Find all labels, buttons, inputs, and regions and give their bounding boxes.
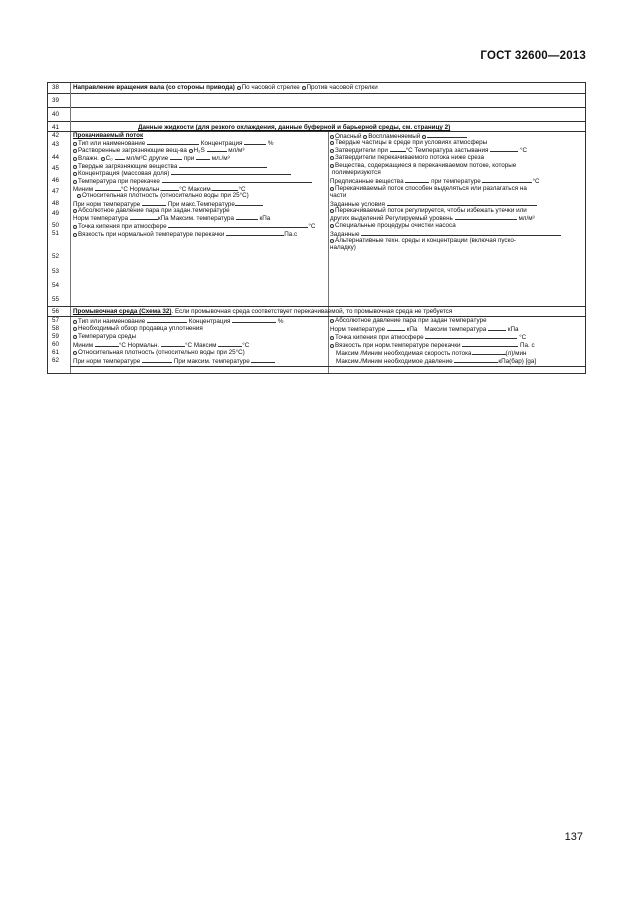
- other-emissions-label: других выделений: [330, 215, 384, 222]
- checkbox-solids[interactable]: [330, 141, 334, 145]
- prescribed-substances-label: Предписанные вещества: [330, 178, 404, 185]
- other-gases-unit: мл./м³: [211, 155, 230, 162]
- standard-header: ГОСТ 32600—2013: [480, 50, 586, 62]
- flush-normal-temp-field[interactable]: [161, 342, 185, 347]
- at-normal-temp-label: При норм температуре: [73, 201, 141, 208]
- max-temperature-label: Максим. температура: [170, 215, 234, 222]
- flush-at-max-label: При максим. температуре: [173, 358, 250, 365]
- checkbox-polymerize[interactable]: [330, 164, 334, 168]
- kpa-unit: кПа: [259, 215, 271, 222]
- kpa-unit: кПа: [406, 326, 418, 333]
- flush-viscosity-label: Вязкость при норм.температуре перекачки: [335, 342, 461, 349]
- checkbox-alternative[interactable]: [330, 239, 334, 243]
- pour-point-field[interactable]: [490, 147, 518, 152]
- normal-label: Нормальн.: [129, 186, 162, 193]
- celsius-unit: °C: [185, 342, 193, 349]
- at-temperature-label: при температуре: [431, 178, 481, 185]
- row-number: 45: [52, 165, 60, 172]
- co-field[interactable]: [115, 155, 125, 160]
- density-normal-field[interactable]: [142, 201, 166, 206]
- row-number: 58: [52, 325, 60, 332]
- flush-type-label: Тип или наименование: [78, 318, 146, 325]
- checkbox-flush-density[interactable]: [73, 351, 77, 355]
- decompose-label-cont: части: [330, 192, 347, 199]
- row-number: 51: [52, 230, 60, 237]
- co-unit: мл/м³: [126, 155, 143, 162]
- rotation-label: Направление вращения вала (со стороны привода): [73, 84, 235, 91]
- row-number: 48: [52, 200, 60, 207]
- radio-other[interactable]: [422, 135, 426, 139]
- flush-boiling-field[interactable]: [425, 334, 517, 339]
- pour-point-label: Температура застывания: [414, 147, 489, 154]
- row-number: 43: [52, 141, 60, 148]
- checkbox-dissolved[interactable]: [73, 149, 77, 153]
- celsius-unit: °C: [238, 186, 246, 193]
- viscosity-field[interactable]: [226, 231, 284, 236]
- row-number: 42: [52, 132, 60, 139]
- celsius-unit: °C: [242, 342, 250, 349]
- row-number: 55: [52, 296, 60, 303]
- flush-at-normal-label: При норм температуре: [73, 358, 141, 365]
- vendor-review-label: Необходимый обзор продавца уплотнения: [78, 325, 203, 332]
- min-label: Миним: [73, 342, 94, 349]
- flush-density-normal-field[interactable]: [142, 358, 172, 363]
- row-number: 46: [52, 177, 60, 184]
- relative-density-label: Относительная плотность (относительно воды при 25°C): [82, 192, 249, 199]
- vapor-max-field[interactable]: [236, 215, 258, 220]
- row-number: 61: [52, 349, 60, 356]
- specified-label: Заданные: [330, 231, 360, 238]
- row-number: 41: [52, 124, 60, 131]
- celsius-unit: °C: [519, 334, 527, 341]
- solids-label: Твердые частицы в среде при условиях атмосферы: [335, 139, 488, 146]
- regulated-label: Перекачиваемый поток регулируется, чтобы избежать утечки или: [335, 207, 527, 214]
- min-temp-field[interactable]: [95, 186, 121, 191]
- specified-conditions-label: Заданные условия: [330, 201, 385, 208]
- at-label: при: [183, 155, 195, 162]
- flush-vapor-label: Абсолютное давление пара при задан температуре: [335, 317, 487, 324]
- page-number: 137: [564, 831, 583, 843]
- hardeners-field[interactable]: [390, 147, 406, 152]
- checkbox-vendor-review[interactable]: [73, 327, 77, 331]
- percent-unit: %: [277, 318, 284, 325]
- other-gases-field[interactable]: [170, 155, 182, 160]
- checkbox-type[interactable]: [73, 142, 77, 146]
- checkbox-vapor-pressure[interactable]: [73, 209, 77, 213]
- other-gases-label: C другие: [142, 155, 169, 162]
- moisture-label: Влажн.: [78, 155, 99, 162]
- pumped-flow-heading: Прокачиваемый поток: [73, 132, 144, 139]
- row-number: 59: [52, 333, 60, 340]
- polymerize-label: Вещества, содержащиеся в перекачиваемом потоке, которые: [335, 162, 517, 169]
- row-number: 56: [52, 308, 60, 315]
- flow-rate-field[interactable]: [472, 350, 506, 355]
- row-number: 39: [52, 97, 60, 104]
- celsius-unit: °C: [179, 186, 187, 193]
- max-label: Максим: [193, 342, 217, 349]
- radio-hazardous[interactable]: [330, 135, 334, 139]
- percent-unit: %: [267, 140, 274, 147]
- mass-concentration-field[interactable]: [171, 170, 291, 175]
- row-number: 54: [52, 282, 60, 289]
- flush-vapor-normal-field[interactable]: [387, 326, 405, 331]
- checkbox-boiling-point[interactable]: [73, 225, 77, 229]
- row-number: 57: [52, 317, 60, 324]
- polymerize-label-cont: полимеризуются: [332, 169, 381, 176]
- row-number: 50: [52, 222, 60, 229]
- flush-max-temp-field[interactable]: [218, 342, 242, 347]
- checkbox-mass-concentration[interactable]: [73, 172, 77, 176]
- vapor-normal-field[interactable]: [130, 215, 158, 220]
- at-field[interactable]: [196, 155, 210, 160]
- radio-flammable[interactable]: [363, 135, 367, 139]
- row-number: 47: [52, 188, 60, 195]
- medium-temp-label: Температура среды: [78, 333, 137, 340]
- h2s-unit: мл/м³: [228, 147, 245, 154]
- ml-m3-unit: мл/м³: [518, 215, 535, 222]
- row-number: 44: [52, 154, 60, 161]
- checkbox-flush-vapor[interactable]: [330, 319, 334, 323]
- pressure-field[interactable]: [454, 358, 498, 363]
- celsius-unit: °C: [118, 342, 126, 349]
- flush-medium-note: . Если промывочная среда соответствует перекачиваемой, то промывочная среда не требуется: [171, 308, 453, 315]
- normal-label: Нормальн.: [127, 342, 160, 349]
- flush-density-label: Относительная плотность (относительно воды при 25°C): [78, 349, 245, 356]
- normal-temperature-label: Норм температура: [73, 215, 129, 222]
- dissolved-label: Растворенные загрязняющие вещ-ва: [78, 147, 187, 154]
- flow-rate-unit: (л)/мин: [505, 350, 527, 357]
- cleaning-procedures-label: Специальные процедуры очистки насоса: [335, 222, 456, 229]
- celsius-unit: °C: [120, 186, 128, 193]
- checkbox-flush-boiling[interactable]: [330, 336, 334, 340]
- co-label: C₀: [105, 155, 113, 162]
- pressure-unit: кПа(бар) [ga]: [498, 358, 537, 365]
- at-temperature-field[interactable]: [482, 178, 532, 183]
- boiling-point-label: Точка кипения при атмосфере: [78, 223, 167, 230]
- h2s-field[interactable]: [207, 147, 227, 152]
- celsius-unit: °C: [532, 178, 540, 185]
- prescribed-substances-field[interactable]: [405, 178, 429, 183]
- flush-viscosity-field[interactable]: [462, 342, 518, 347]
- pas-unit: Па.с: [284, 231, 298, 238]
- checkbox-cleaning[interactable]: [330, 224, 334, 228]
- checkbox-medium-temp[interactable]: [73, 335, 77, 339]
- checkbox-pumping-temp[interactable]: [73, 180, 77, 184]
- flush-normal-temp-label: Норм температуре: [330, 326, 386, 333]
- min-label: Миним: [73, 186, 94, 193]
- checkbox-hardeners[interactable]: [330, 149, 334, 153]
- row-number: 62: [52, 357, 60, 364]
- solid-contaminants-field[interactable]: [179, 163, 267, 168]
- flush-min-temp-field[interactable]: [95, 342, 119, 347]
- alternative-media-label: Альтернативные техн. среды и концентрации (включая пуско-: [335, 237, 516, 244]
- checkbox-co[interactable]: [101, 157, 105, 161]
- type-name-field[interactable]: [147, 140, 199, 145]
- checkbox-solid-contaminants[interactable]: [73, 165, 77, 169]
- max-temp-field[interactable]: [212, 186, 238, 191]
- flush-vapor-max-field[interactable]: [488, 326, 506, 331]
- density-max-field[interactable]: [235, 201, 263, 206]
- concentration-field[interactable]: [244, 140, 266, 145]
- kpa-unit: кПа: [157, 215, 169, 222]
- row-number: 60: [52, 341, 60, 348]
- solid-contaminants-label: Твердые загрязняющие вещества: [78, 163, 178, 170]
- kpa-unit: кПа: [507, 326, 519, 333]
- checkbox-flush-viscosity[interactable]: [330, 344, 334, 348]
- at-max-temp-label: При макс.Температуре: [167, 201, 235, 208]
- regulated-level-label: Регулируемый уровень: [385, 215, 453, 222]
- checkbox-flush-type[interactable]: [73, 320, 77, 324]
- checkbox-regulated[interactable]: [330, 209, 334, 213]
- row-number: 38: [52, 84, 60, 91]
- checkbox-viscosity[interactable]: [73, 233, 77, 237]
- h2s-label: H₂S: [193, 147, 205, 154]
- celsius-unit: °C: [519, 147, 528, 154]
- fluid-data-section-title: Данные жидкости (для резкого охлаждения, данные буферной и барьерной среды, см. страницу 2): [138, 124, 451, 131]
- type-name-label: Тип или наименование: [78, 140, 146, 147]
- flush-boiling-label: Точка кипения при атмосфере: [335, 334, 424, 341]
- flush-max-temp-label: Максим температура: [424, 326, 487, 333]
- celsius-unit: °C: [405, 147, 413, 154]
- data-sheet-form: [47, 82, 586, 374]
- flush-type-field[interactable]: [147, 318, 187, 323]
- checkbox-decompose[interactable]: [330, 187, 334, 191]
- mass-concentration-label: Концентрация (массовая доля): [78, 170, 170, 177]
- row-number: 53: [52, 268, 60, 275]
- flush-concentration-label: Концентрация: [188, 318, 231, 325]
- checkbox-moisture[interactable]: [73, 157, 77, 161]
- normal-temp-field[interactable]: [161, 186, 179, 191]
- flush-medium-heading: Промывочная среда (Схема 32): [73, 308, 172, 315]
- celsius-unit: °C: [308, 223, 316, 230]
- flush-concentration-field[interactable]: [232, 318, 276, 323]
- specified-field[interactable]: [361, 231, 561, 236]
- concentration-label: Концентрация: [200, 140, 243, 147]
- counterclockwise-option: Против часовой стрелки: [306, 84, 378, 91]
- regulated-level-field[interactable]: [455, 215, 517, 220]
- pressure-label: Максим./Миним необходимое давление: [336, 358, 453, 365]
- row-number: 49: [52, 210, 60, 217]
- decompose-label: Перекачиваемый поток способен выделяться или разлагаться на: [335, 185, 527, 192]
- checkbox-hardeners-below[interactable]: [330, 156, 334, 160]
- radio-clockwise[interactable]: [237, 86, 241, 90]
- row-number: 52: [52, 253, 60, 260]
- boiling-point-field[interactable]: [168, 223, 308, 228]
- radio-counterclockwise[interactable]: [302, 86, 306, 90]
- vapor-pressure-label: Абсолютное давление пара при задан.температуре: [78, 207, 230, 214]
- checkbox-relative-density[interactable]: [77, 194, 81, 198]
- hazardous-label: Опасный: [335, 133, 362, 140]
- pas-unit: Па. с: [520, 342, 535, 349]
- row-number: 40: [52, 111, 60, 118]
- flush-density-max-field[interactable]: [251, 358, 275, 363]
- alternative-media-label-cont: наладку): [330, 244, 356, 251]
- other-field[interactable]: [427, 133, 467, 138]
- pumping-temp-field[interactable]: [162, 178, 312, 183]
- flow-rate-label: Максим /Миним необходимая скорость потока: [336, 350, 472, 357]
- checkbox-h2s[interactable]: [189, 149, 193, 153]
- hardeners-below-label: Затвердители перекачиваемого потока ниже среза: [335, 154, 485, 161]
- specified-conditions-field[interactable]: [387, 201, 537, 206]
- max-label: Максим.: [188, 186, 213, 193]
- clockwise-option: По часовой стрелке: [241, 84, 300, 91]
- pumping-temp-label: Температура при перекачке: [78, 178, 160, 185]
- viscosity-label: Вязкость при нормальной температуре перекачки: [78, 231, 225, 238]
- flammable-label: Воспламеняемый: [368, 133, 421, 140]
- hardeners-label: Затвердители при: [335, 147, 388, 154]
